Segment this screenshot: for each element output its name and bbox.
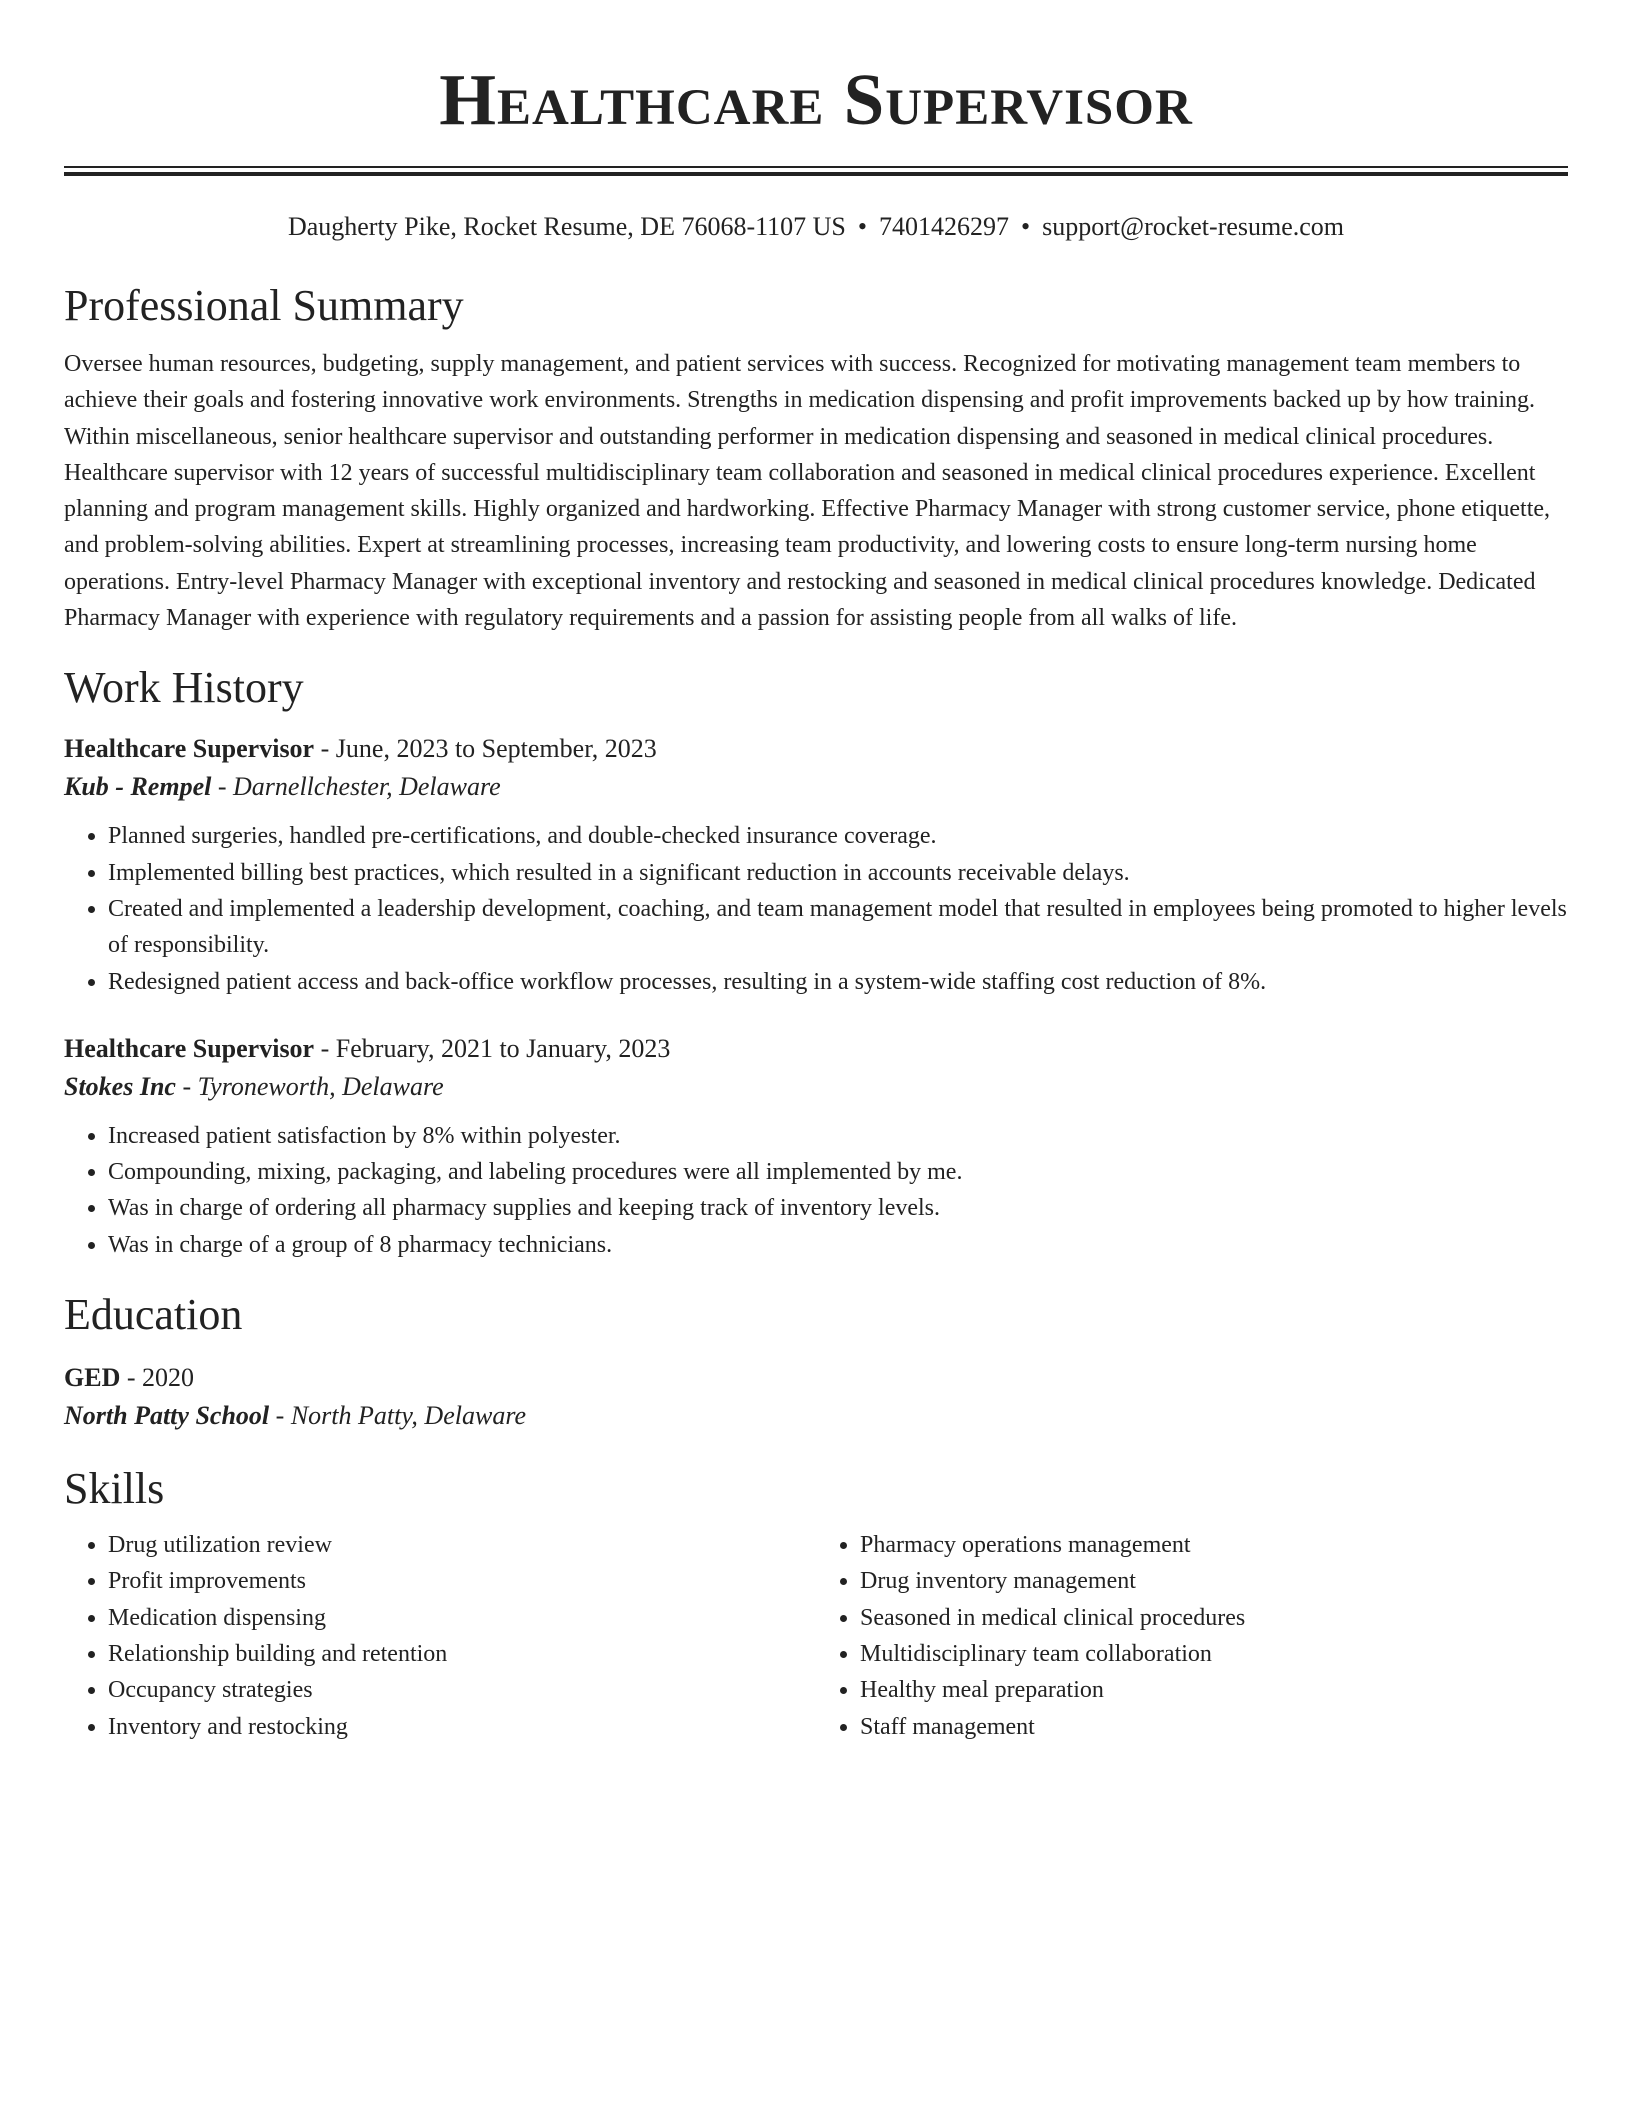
- job-company: Kub - Rempel: [64, 772, 212, 802]
- education-year: 2020: [142, 1363, 195, 1393]
- contact-separator: •: [1021, 212, 1031, 241]
- job-title: Healthcare Supervisor: [64, 734, 315, 764]
- skills-list-left: [64, 1527, 816, 1745]
- skill-item: • Drug utilization review: [108, 1527, 816, 1563]
- education-school-line: [64, 1397, 1568, 1435]
- resume-title: Healthcare Supervisor: [439, 59, 1193, 140]
- skills-columns: [64, 1527, 1568, 1745]
- education-location: North Patty, Delaware: [290, 1401, 527, 1431]
- job-dates: February, 2021 to January, 2023: [335, 1033, 671, 1063]
- skill-item: • Inventory and restocking: [108, 1709, 816, 1745]
- contact-address: Daugherty Pike, Rocket Resume, DE 76068-1107 US: [287, 212, 846, 241]
- skills-heading: Skills: [64, 1464, 165, 1514]
- list-item: • Implemented billing best practices, which resulted in a significant reduction in accounts receivable delays.: [108, 855, 1568, 891]
- education-degree-line: [64, 1359, 1568, 1397]
- skill-item: • Healthy meal preparation: [860, 1672, 1568, 1708]
- job-entry: [64, 1030, 1568, 1263]
- education-degree: GED: [64, 1363, 121, 1393]
- job-dates: June, 2023 to September, 2023: [335, 734, 657, 764]
- list-item: • Was in charge of ordering all pharmacy supplies and keeping track of inventory levels.: [108, 1190, 1568, 1226]
- skill-item: • Staff management: [860, 1709, 1568, 1745]
- dash: -: [175, 1071, 198, 1101]
- skill-item: • Occupancy strategies: [108, 1672, 816, 1708]
- skill-item: • Relationship building and retention: [108, 1636, 816, 1672]
- skills-column-left: [64, 1527, 816, 1745]
- skill-item: • Pharmacy operations management: [860, 1527, 1568, 1563]
- job-bullets: [64, 818, 1568, 999]
- job-location: Darnellchester, Delaware: [233, 772, 501, 802]
- contact-separator: •: [857, 212, 868, 241]
- dash: -: [211, 772, 234, 802]
- dash: -: [120, 1363, 143, 1393]
- dash: -: [314, 734, 336, 764]
- job-entry: [64, 730, 1568, 999]
- list-item: • Planned surgeries, handled pre-certifications, and double-checked insurance coverage.: [108, 818, 1568, 854]
- list-item: • Was in charge of a group of 8 pharmacy technicians.: [108, 1227, 1568, 1263]
- skill-item: • Seasoned in medical clinical procedures: [860, 1600, 1568, 1636]
- skill-item: • Profit improvements: [108, 1563, 816, 1599]
- job-title: Healthcare Supervisor: [64, 1033, 315, 1063]
- list-item: • Compounding, mixing, packaging, and labeling procedures were all implemented by me.: [108, 1154, 1568, 1190]
- job-employer: [64, 768, 1568, 806]
- education-heading: Education: [64, 1290, 243, 1340]
- list-item: • Increased patient satisfaction by 8% within polyester.: [108, 1118, 1568, 1154]
- education-school: North Patty School: [64, 1401, 270, 1431]
- skills-column-right: [816, 1527, 1568, 1745]
- skill-item: • Drug inventory management: [860, 1563, 1568, 1599]
- job-employer: [64, 1068, 1568, 1106]
- skill-item: • Medication dispensing: [108, 1600, 816, 1636]
- job-bullets: [64, 1118, 1568, 1263]
- education-entry: [64, 1359, 1568, 1435]
- dash: -: [269, 1401, 291, 1431]
- job-company: Stokes Inc: [64, 1071, 176, 1101]
- job-location: Tyroneworth, Delaware: [197, 1071, 444, 1101]
- summary-text: Oversee human resources, budgeting, supply management, and patient services with success. Recognized for motivating management team members to achieve their goals and fostering innovative work environments. Strengths in medication dispensing and profit improvements backed up by how training. Within miscellaneous, senior healthcare supervisor and outstanding performer in medication dispensing and seasoned in medical clinical procedures. Healthcare supervisor with 12 years of successful multidisciplinary team collaboration and seasoned in medical clinical procedures experience. Excellent planning and program management skills. Highly organized and hardworking. Effective Pharmacy Manager with strong customer service, phone etiquette, and problem-solving abilities. Expert at streamlining processes, increasing team productivity, and lowering costs to ensure long-term nursing home operations. Entry-level Pharmacy Manager with exceptional inventory and restocking and seasoned in medical clinical procedures knowledge. Dedicated Pharmacy Manager with experience with regulatory requirements and a passion for assisting people from all walks of life.: [64, 351, 1551, 632]
- skills-list-right: [816, 1527, 1568, 1745]
- list-item: • Redesigned patient access and back-office workflow processes, resulting in a system-wide staffing cost reduction of 8%.: [108, 964, 1568, 1000]
- summary-heading: Professional Summary: [64, 281, 464, 330]
- job-header: [64, 1030, 1568, 1068]
- header-double-rule: [64, 166, 1568, 176]
- skill-item: • Multidisciplinary team collaboration: [860, 1636, 1568, 1672]
- job-header: [64, 730, 1568, 768]
- work-history-heading: Work History: [64, 663, 304, 713]
- dash: -: [314, 1033, 336, 1063]
- contact-email: support@rocket-resume.com: [1042, 212, 1345, 241]
- contact-line: [64, 210, 1568, 244]
- list-item: • Created and implemented a leadership development, coaching, and team management model that resulted in employees being promoted to higher levels of responsibility.: [108, 891, 1568, 964]
- contact-phone: 7401426297: [879, 212, 1010, 241]
